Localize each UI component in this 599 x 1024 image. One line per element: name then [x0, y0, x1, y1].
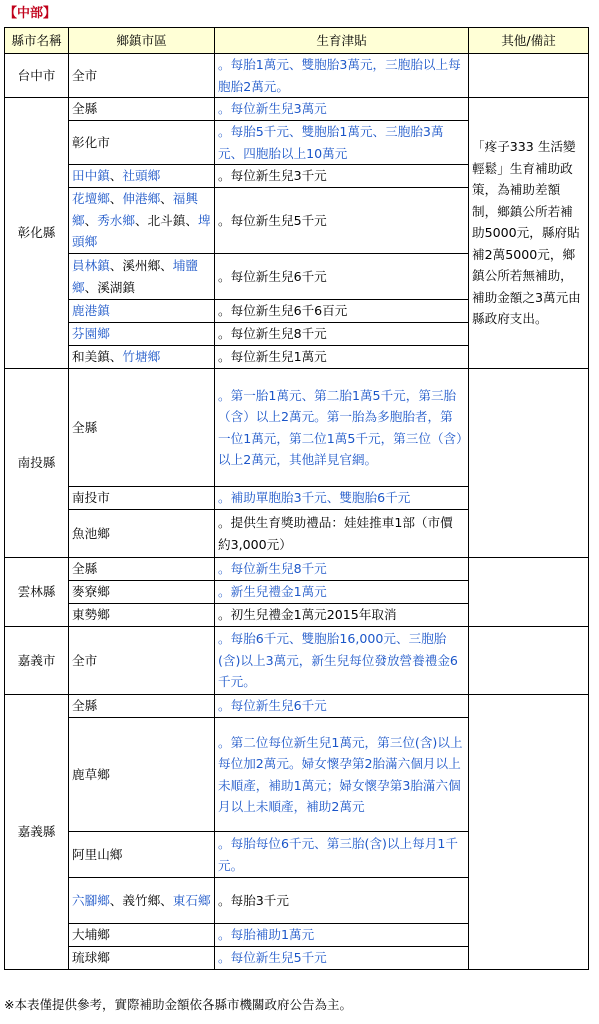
header-note: 其他/備註 — [469, 28, 589, 54]
town-name: 、溪湖鎮 — [84, 279, 135, 295]
town-name: 鹿草鄉 — [72, 766, 110, 782]
town-name: 大埔鄉 — [72, 927, 110, 943]
town-name: 全縣 — [72, 698, 98, 714]
header-subsidy: 生育津貼 — [215, 28, 469, 54]
subsidy-cell: 。每位新生兒6千6百元 — [215, 300, 469, 323]
subsidy-cell: 。每位新生兒8千元 — [215, 558, 469, 581]
town-name: 和美鎮、 — [72, 349, 123, 365]
town-name: 全縣 — [72, 561, 98, 577]
town-name: 魚池鄉 — [72, 525, 110, 541]
town-name: 、義竹鄉、 — [109, 892, 173, 908]
town-name: 、溪州鄉、 — [109, 258, 173, 273]
town-cell — [69, 604, 215, 627]
town-name: 東石鄉 — [172, 892, 211, 908]
town-cell — [69, 510, 215, 558]
subsidy-cell: 。每位新生兒3千元 — [215, 165, 469, 188]
town-name: 員林鎮 — [72, 258, 110, 273]
subsidy-cell: 。第二位每位新生兒1萬元，第三位(含)以上每位加2萬元。婦女懷孕第2胎滿六個月以上未順產，補助1萬元；婦女懷孕第3胎滿六個月以上未順產，補助2萬元 — [215, 718, 469, 832]
county-cell: 雲林縣 — [5, 558, 69, 627]
town-name: 全縣 — [72, 419, 98, 435]
county-cell: 彰化縣 — [5, 98, 69, 369]
town-name: 、 — [84, 212, 98, 228]
town-cell — [69, 924, 215, 947]
town-name: 阿里山鄉 — [72, 846, 123, 862]
town-name: 埔鹽鄉 — [72, 258, 198, 295]
subsidy-cell: 。每位新生兒6千元 — [215, 254, 469, 300]
town-cell — [69, 98, 215, 121]
town-name: 伸港鄉 — [122, 191, 161, 207]
town-name: 埤頭鄉 — [72, 212, 211, 250]
county-cell: 嘉義縣 — [5, 695, 69, 970]
town-cell — [69, 832, 215, 878]
town-name: 竹塘鄉 — [122, 349, 161, 365]
subsidy-cell: 。每胎6千元、雙胞胎16,000元、三胞胎(含)以上3萬元，新生兒每位發放營養禮金6千元。 — [215, 627, 469, 695]
subsidy-cell: 。初生兒禮金1萬元2015年取消 — [215, 604, 469, 627]
header-town: 鄉鎮市區 — [69, 28, 215, 54]
subsidy-cell: 。第一胎1萬元、第二胎1萬5千元，第三胎（含）以上2萬元。第一胎為多胞胎者，第一位1萬元，第二位1萬5千元，第三位（含）以上2萬元，其他詳見官網。 — [215, 369, 469, 487]
subsidy-cell: 。每胎3千元 — [215, 878, 469, 924]
town-cell — [69, 254, 215, 300]
subsidy-cell: 。新生兒禮金1萬元 — [215, 581, 469, 604]
subsidy-cell: 。每胎1萬元、雙胞胎3萬元，三胞胎以上每胞胎2萬元。 — [215, 54, 469, 98]
header-county: 縣市名稱 — [5, 28, 69, 54]
subsidy-cell: 。每胎每位6千元、第三胎(含)以上每月1千元。 — [215, 832, 469, 878]
subsidy-table — [4, 27, 589, 970]
town-cell — [69, 558, 215, 581]
table-header-row — [5, 28, 589, 54]
town-name: 全縣 — [72, 101, 98, 117]
town-cell — [69, 487, 215, 510]
town-name: 全市 — [72, 652, 98, 668]
town-cell — [69, 695, 215, 718]
section-title: 【中部】 — [4, 6, 57, 21]
town-name: 彰化市 — [72, 134, 110, 150]
table-row — [5, 558, 589, 581]
town-name: 芬園鄉 — [72, 326, 110, 342]
subsidy-cell: 。每位新生兒5千元 — [215, 188, 469, 254]
subsidy-cell: 。每位新生兒6千元 — [215, 695, 469, 718]
town-cell — [69, 54, 215, 98]
town-cell — [69, 188, 215, 254]
town-cell — [69, 878, 215, 924]
note-cell — [469, 369, 589, 558]
town-cell — [69, 346, 215, 369]
town-name: 鹿港鎮 — [72, 303, 110, 319]
town-cell — [69, 323, 215, 346]
town-name: 花壇鄉 — [72, 191, 110, 207]
town-name: 、 — [109, 191, 123, 207]
table-row — [5, 98, 589, 121]
subsidy-cell: 。每位新生兒8千元 — [215, 323, 469, 346]
subsidy-cell: 。提供生育獎助禮品：娃娃推車1部（市價約3,000元） — [215, 510, 469, 558]
town-cell — [69, 300, 215, 323]
town-name: 福興鄉 — [72, 191, 198, 228]
table-row — [5, 54, 589, 98]
town-cell — [69, 369, 215, 487]
county-cell: 台中市 — [5, 54, 69, 98]
note-cell: 「疼子333 生活變輕鬆」生育補助政策，為補助差額制，鄉鎮公所若補助5000元，縣府貼補2萬5000元，鄉鎮公所若無補助，補助金額之3萬元由縣政府支出。 — [469, 98, 589, 369]
town-name: 琉球鄉 — [72, 950, 110, 966]
town-name: 、北斗鎮、 — [134, 212, 198, 228]
note-cell — [469, 695, 589, 970]
town-cell — [69, 627, 215, 695]
subsidy-cell: 。補助單胞胎3千元、雙胞胎6千元 — [215, 487, 469, 510]
subsidy-cell: 。每位新生兒3萬元 — [215, 98, 469, 121]
town-name: 麥寮鄉 — [72, 584, 110, 600]
subsidy-cell: 。每位新生兒5千元 — [215, 947, 469, 970]
town-cell — [69, 718, 215, 832]
note-cell — [469, 627, 589, 695]
table-row — [5, 369, 589, 487]
town-name: 全市 — [72, 67, 98, 83]
town-name: 、 — [160, 191, 173, 207]
town-name: 六腳鄉 — [72, 892, 110, 908]
town-name: 社頭鄉 — [122, 168, 161, 184]
county-cell: 南投縣 — [5, 369, 69, 558]
note-cell — [469, 54, 589, 98]
town-name: 、 — [109, 168, 123, 184]
town-cell — [69, 581, 215, 604]
footnote: ※本表僅提供參考，實際補助金額依各縣市機關政府公告為主。 — [4, 997, 352, 1012]
note-cell — [469, 558, 589, 627]
town-name: 東勢鄉 — [72, 607, 110, 623]
subsidy-cell: 。每胎5千元、雙胞胎1萬元、三胞胎3萬元、四胞胎以上10萬元 — [215, 121, 469, 165]
town-name: 田中鎮 — [72, 168, 110, 184]
county-cell: 嘉義市 — [5, 627, 69, 695]
town-cell — [69, 947, 215, 970]
town-cell — [69, 165, 215, 188]
town-name: 秀水鄉 — [97, 212, 135, 228]
town-cell — [69, 121, 215, 165]
table-row — [5, 695, 589, 718]
subsidy-cell: 。每胎補助1萬元 — [215, 924, 469, 947]
subsidy-cell: 。每位新生兒1萬元 — [215, 346, 469, 369]
town-name: 南投市 — [72, 490, 110, 506]
table-row — [5, 627, 589, 695]
